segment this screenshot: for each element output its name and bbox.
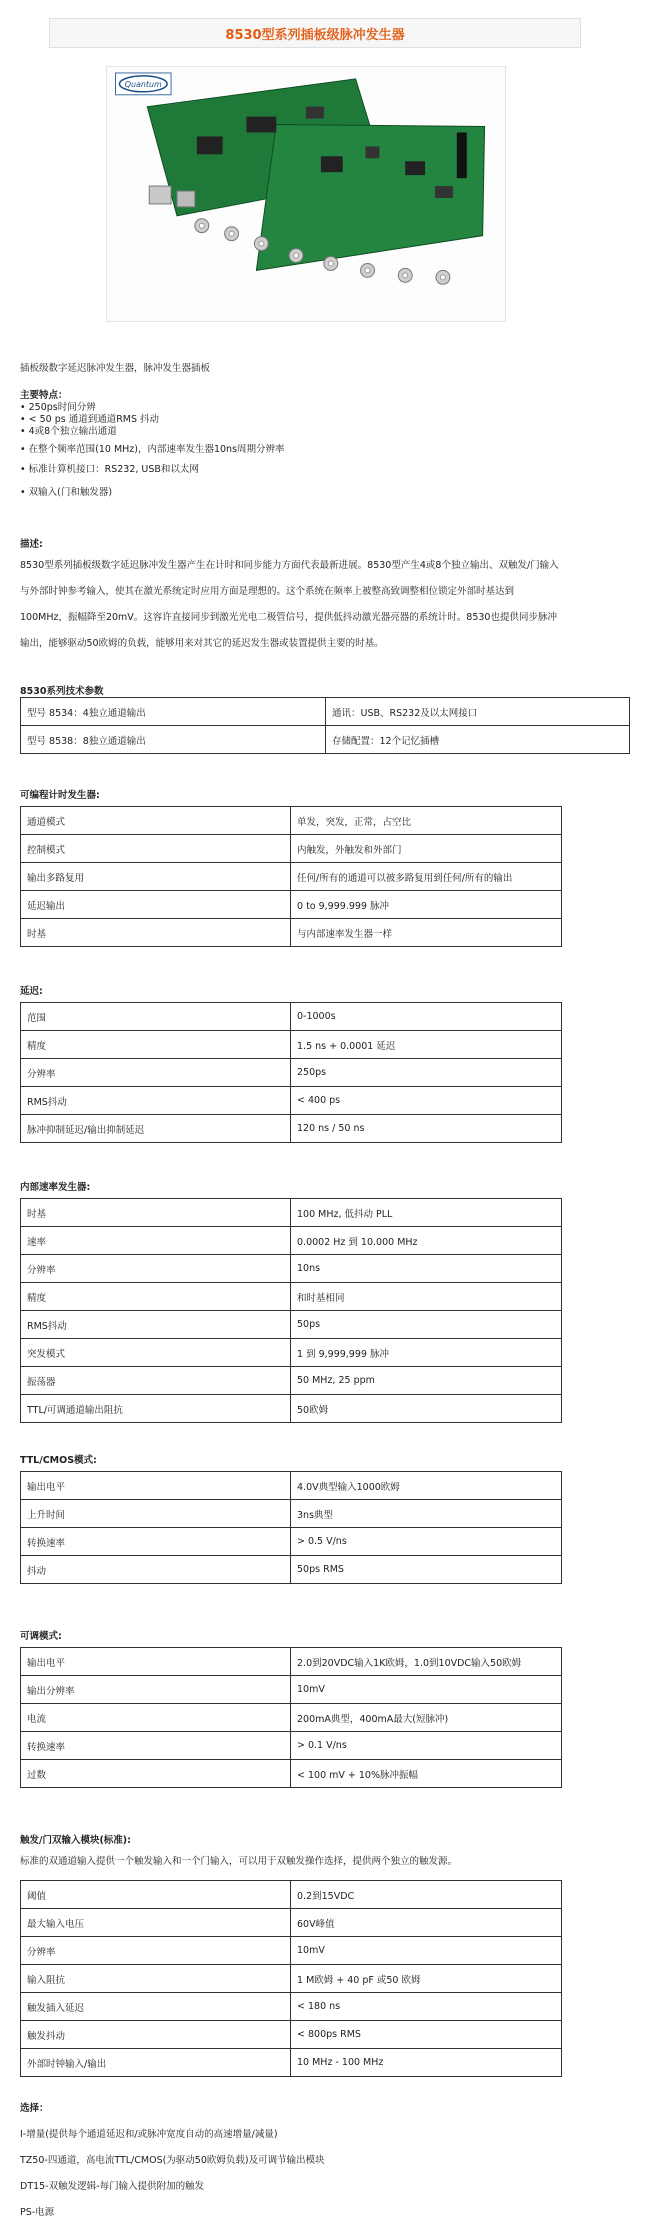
table-row (21, 698, 630, 726)
table-cell: 内触发，外触发和外部门 (291, 835, 562, 863)
table-cell: 输出电平 (21, 1648, 291, 1676)
description-line: 8530型系列插板级数字延迟脉冲发生器产生在计时和同步能力方面代表最新进展。8530型产生4或8个独立输出、双触发/门输入 (20, 560, 559, 571)
options-heading: 选择： (20, 2103, 49, 2114)
table-cell: > 0.5 V/ns (291, 1528, 562, 1556)
table-cell: 50欧姆 (291, 1395, 562, 1423)
section-heading: 可调模式: (20, 1631, 62, 1642)
table-row (21, 1395, 562, 1423)
description-line: 100MHz，振幅降至20mV。这容许直接同步到激光光电二极管信号，提供低抖动激光器亮器的系统计时。8530也提供同步脉冲 (20, 612, 557, 623)
table-row (21, 1909, 562, 1937)
description-line: 输出，能够驱动50欧姆的负载，能够用来对其它的延迟发生器或装置提供主要的时基。 (20, 638, 384, 649)
table-row (21, 1227, 562, 1255)
table-row (21, 1881, 562, 1909)
table-cell: 过数 (21, 1760, 291, 1788)
spec-table (20, 1198, 562, 1423)
table-cell: 50ps (291, 1311, 562, 1339)
logo: Quantum (124, 79, 162, 89)
table-row (21, 1760, 562, 1788)
table-row (21, 1115, 562, 1143)
table-cell: 200mA典型，400mA最大(短脉冲) (291, 1704, 562, 1732)
table-row (21, 1704, 562, 1732)
table-cell: 脉冲抑制延迟/输出抑制延迟 (21, 1115, 291, 1143)
table-cell: 转换速率 (21, 1528, 291, 1556)
option-item: I-增量(提供每个通道延迟和/或脉冲宽度自动的高速增量/减量) (20, 2129, 278, 2140)
table-cell: 和时基相同 (291, 1283, 562, 1311)
table-cell: 输入阻抗 (21, 1965, 291, 1993)
table-cell: 0-1000s (291, 1003, 562, 1031)
table-cell: < 100 mV + 10%脉冲振幅 (291, 1760, 562, 1788)
table-row (21, 1965, 562, 1993)
table-cell: 速率 (21, 1227, 291, 1255)
table-cell: 0.0002 Hz 到 10.000 MHz (291, 1227, 562, 1255)
table-cell: 型号 8538：8独立通道输出 (21, 726, 326, 754)
table-cell: < 400 ps (291, 1087, 562, 1115)
option-item: PS-电源 (20, 2207, 55, 2218)
table-cell: 1 到 9,999,999 脉冲 (291, 1339, 562, 1367)
table-row (21, 1031, 562, 1059)
table-cell: 输出多路复用 (21, 863, 291, 891)
table-cell: 1.5 ns + 0.0001 延迟 (291, 1031, 562, 1059)
table-cell: 控制模式 (21, 835, 291, 863)
table-cell: 最大输入电压 (21, 1909, 291, 1937)
feature-item: • 4或8个独立输出通道 (20, 426, 117, 437)
table-cell: 3ns典型 (291, 1500, 562, 1528)
table-row (21, 2021, 562, 2049)
table-row (21, 1339, 562, 1367)
table-cell: 阈值 (21, 1881, 291, 1909)
page-title-bar (49, 18, 581, 48)
table-row (21, 1993, 562, 2021)
description-line: 与外部时钟参考输入，使其在激光系统定时应用方面是理想的。这个系统在频率上被整高致调整相位锁定外部时基达到 (20, 586, 515, 597)
table-row (21, 1556, 562, 1584)
table-cell: 电流 (21, 1704, 291, 1732)
option-item: TZ50-四通道，高电流TTL/CMOS(为驱动50欧姆负载)及可调节输出模块 (20, 2155, 325, 2166)
table-cell: 时基 (21, 919, 291, 947)
table-row (21, 863, 562, 891)
table-row (21, 919, 562, 947)
feature-item: • 在整个频率范围(10 MHz)，内部速率发生器10ns周期分辨率 (20, 444, 285, 455)
table-cell: 50ps RMS (291, 1556, 562, 1584)
table-cell: 存储配置：12个记忆插槽 (326, 726, 630, 754)
section-intro: 标准的双通道输入提供一个触发输入和一个门输入，可以用于双触发操作选择，提供两个独立的触发源。 (20, 1856, 458, 1867)
table-cell: RMS抖动 (21, 1087, 291, 1115)
table-cell: 10 MHz - 100 MHz (291, 2049, 562, 2077)
table-cell: 突发模式 (21, 1339, 291, 1367)
table-row (21, 1003, 562, 1031)
feature-item: • 双输入(门和触发器) (20, 487, 113, 498)
section-heading: 内部速率发生器: (20, 1182, 91, 1193)
table-row (21, 726, 630, 754)
table-row (21, 1648, 562, 1676)
pcb-board-illustration (107, 67, 505, 321)
feature-item: • 标准计算机接口：RS232, USB和以太网 (20, 464, 199, 475)
table-row (21, 1255, 562, 1283)
table-row (21, 1311, 562, 1339)
option-item: DT15-双触发逻辑-每门输入提供附加的触发 (20, 2181, 205, 2192)
spec-table (20, 1880, 562, 2077)
table-cell: 触发插入延迟 (21, 1993, 291, 2021)
table-cell: 2.0到20VDC输入1K欧姆，1.0到10VDC输入50欧姆 (291, 1648, 562, 1676)
table-row (21, 891, 562, 919)
table-cell: 与内部速率发生器一样 (291, 919, 562, 947)
table-row (21, 1367, 562, 1395)
table-cell: < 800ps RMS (291, 2021, 562, 2049)
feature-item: • < 50 ps 通道到通道RMS 抖动 (20, 414, 160, 425)
table-cell: 4.0V典型输入1000欧姆 (291, 1472, 562, 1500)
table-row (21, 2049, 562, 2077)
table-cell: 0 to 9,999.999 脉冲 (291, 891, 562, 919)
table-cell: 型号 8534：4独立通道输出 (21, 698, 326, 726)
product-image (106, 66, 506, 322)
intro-text: 插板级数字延迟脉冲发生器，脉冲发生器插板 (20, 363, 211, 374)
table-cell: 分辨率 (21, 1255, 291, 1283)
series-heading: 8530系列技术参数 (20, 686, 104, 697)
series-table (20, 697, 630, 754)
table-cell: 抖动 (21, 1556, 291, 1584)
table-row (21, 1676, 562, 1704)
table-cell: 输出电平 (21, 1472, 291, 1500)
table-cell: 60V峰值 (291, 1909, 562, 1937)
table-row (21, 1472, 562, 1500)
table-row (21, 1199, 562, 1227)
section-heading: TTL/CMOS模式: (20, 1455, 97, 1466)
table-cell: < 180 ns (291, 1993, 562, 2021)
table-cell: 任何/所有的通道可以被多路复用到任何/所有的输出 (291, 863, 562, 891)
spec-table (20, 1002, 562, 1143)
table-cell: 单发，突发，正常，占空比 (291, 807, 562, 835)
table-cell: 250ps (291, 1059, 562, 1087)
spec-table (20, 806, 562, 947)
table-cell: 10mV (291, 1937, 562, 1965)
table-cell: RMS抖动 (21, 1311, 291, 1339)
table-cell: 120 ns / 50 ns (291, 1115, 562, 1143)
spec-table (20, 1647, 562, 1788)
feature-item: • 250ps时间分辨 (20, 402, 96, 413)
table-row (21, 1500, 562, 1528)
table-row (21, 1528, 562, 1556)
table-row (21, 1283, 562, 1311)
table-cell: 振荡器 (21, 1367, 291, 1395)
table-cell: TTL/可调通道输出阻抗 (21, 1395, 291, 1423)
table-cell: 延迟输出 (21, 891, 291, 919)
section-heading: 可编程计时发生器: (20, 790, 100, 801)
table-cell: 输出分辨率 (21, 1676, 291, 1704)
spec-table (20, 1471, 562, 1584)
features-heading: 主要特点： (20, 390, 68, 401)
table-cell: 通讯：USB、RS232及以太网接口 (326, 698, 630, 726)
table-cell: > 0.1 V/ns (291, 1732, 562, 1760)
table-cell: 通道模式 (21, 807, 291, 835)
table-row (21, 1087, 562, 1115)
table-cell: 0.2到15VDC (291, 1881, 562, 1909)
table-cell: 1 M欧姆 + 40 pF 或50 欧姆 (291, 1965, 562, 1993)
table-cell: 触发抖动 (21, 2021, 291, 2049)
table-cell: 50 MHz, 25 ppm (291, 1367, 562, 1395)
description-heading: 描述: (20, 539, 43, 550)
table-cell: 外部时钟输入/输出 (21, 2049, 291, 2077)
table-row (21, 835, 562, 863)
page-title: 8530型系列插板级脉冲发生器 (225, 27, 405, 43)
table-cell: 精度 (21, 1031, 291, 1059)
table-cell: 范围 (21, 1003, 291, 1031)
table-cell: 分辨率 (21, 1937, 291, 1965)
table-cell: 转换速率 (21, 1732, 291, 1760)
table-row (21, 1732, 562, 1760)
table-cell: 上升时间 (21, 1500, 291, 1528)
table-cell: 100 MHz, 低抖动 PLL (291, 1199, 562, 1227)
section-heading: 触发/门双输入模块(标准): (20, 1835, 131, 1846)
table-cell: 分辨率 (21, 1059, 291, 1087)
table-cell: 时基 (21, 1199, 291, 1227)
table-cell: 10mV (291, 1676, 562, 1704)
table-row (21, 807, 562, 835)
table-row (21, 1059, 562, 1087)
table-cell: 精度 (21, 1283, 291, 1311)
section-heading: 延迟: (20, 986, 43, 997)
table-cell: 10ns (291, 1255, 562, 1283)
table-row (21, 1937, 562, 1965)
